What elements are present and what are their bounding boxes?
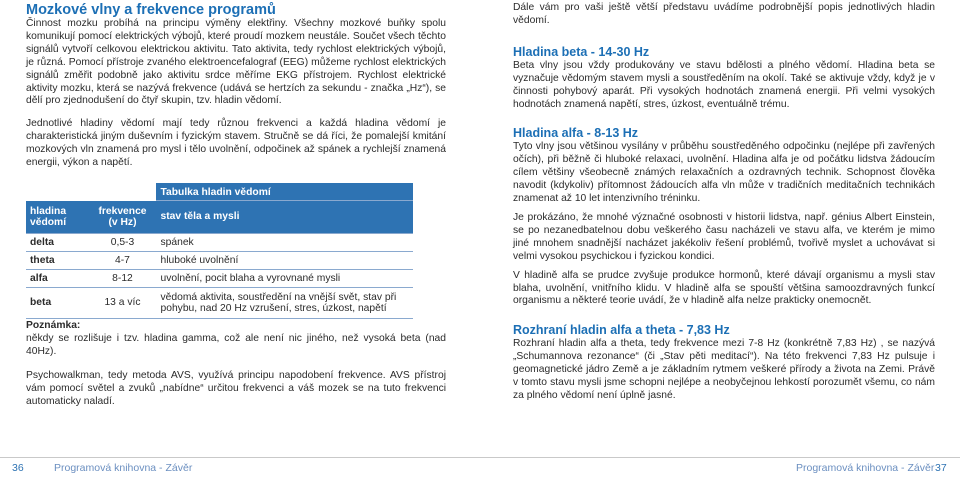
alfa-text-1: Tyto vlny jsou většinou vysílány v průběhu soustředěného odpočinku (nejlépe při zavřených očích), při běžně či hluboké relaxaci, uvolnění. Hladina alfa je od počátku lidstva žádoucím cílem většiny všeobecně známých relaxačních a ozdravných technik. Schopnost člověka navodit (kdykoliv) přítomnost žádoucích alfa vln může v tradičních meditačních technikách znamenat až 10 let intenzivního tréninku. [513, 141, 935, 205]
table-header-row [26, 201, 413, 234]
table-caption: Tabulka hladin vědomí [156, 183, 413, 201]
avs-paragraph: Psychowalkman, tedy metoda AVS, využívá principu napodobení frekvence. AVS přístroj vám pomocí světel a zvuků „nabídne“ určitou frekvenci a váš mozek se na tuto frekvenci automaticky naladí. [26, 369, 446, 407]
table-row [26, 269, 413, 287]
header-frequency: frekvence (v Hz) [88, 201, 156, 234]
intro-paragraph: Činnost mozku probíhá na principu výměny elektřiny. Všechny mozkové buňky spolu komunikují pomocí elektrických výbojů, které proudí mozkem neustále. Součet všech těchto signálů vytvoří celkovou elektrickou aktivitu. Tato aktivita, tedy rychlost elektrických výbojů, je různá. Pomocí přístroje zvaného elektroencefalograf (EEG) můžeme rychlost elektrických signálů změřit podobně jako aktivitu srdce měříme EKG přístrojem. Rychlost elektrické aktivity mozku, která se nazývá frekvence (udává se hertzích za sekundu - značka „Hz“), se dělí pro zjednodušení do čtyř skupin, tzv. hladin vědomí. [26, 18, 446, 107]
footer-title-right: Programová knihovna - Závěr [796, 462, 935, 474]
header-level: hladina vědomí [26, 201, 88, 234]
beta-text: Beta vlny jsou vždy produkovány ve stavu bdělosti a plného vědomí. Hladina beta se vyznačuje vědomým stavem mysli a soustředěním na okolí. Také se aktivuje vždy, když je v činnosti pohybový aparát. Při vysokých hodnotách znamená energii. Při velmi vysokých hodnotách znamená napětí, stres, úzkost, eventuálně trému. [513, 59, 935, 110]
levels-paragraph: Jednotlivé hladiny vědomí mají tedy různou frekvenci a každá hladina vědomí je charakteristická jiným duševním i fyzickým stavem. Stručně se dá říci, že pomalejší kmitání mozkových vln znamená pro mysl i tělo uvolnění, odpočinek až spánek a rychlejší znamená energii, výkon a napětí. [26, 118, 446, 169]
row-state: spánek [156, 233, 413, 251]
row-state: hluboké uvolnění [156, 251, 413, 269]
row-state: uvolnění, pocit blaha a vyrovnané mysli [156, 269, 413, 287]
row-level: alfa [26, 269, 88, 287]
row-frequency: 8-12 [88, 269, 156, 287]
header-state: stav těla a mysli [156, 201, 413, 234]
row-frequency: 0,5-3 [88, 233, 156, 251]
note-text: někdy se rozlišuje i tzv. hladina gamma, což ale není nic jiného, než vysoká beta (nad 40Hz). [26, 332, 446, 357]
footer-title-left: Programová knihovna - Závěr [54, 462, 193, 474]
table-row [26, 233, 413, 251]
left-column [26, 0, 446, 170]
right-intro: Dále vám pro vaši ještě větší představu uvádíme podrobnější popis jednotlivých hladin vědomí. [513, 2, 935, 26]
row-level: beta [26, 287, 88, 318]
left-bottom [26, 320, 446, 408]
beta-heading: Hladina beta - 14-30 Hz [513, 44, 650, 59]
page-number-left: 36 [12, 462, 24, 474]
page-number-right: 37 [935, 462, 947, 474]
table-caption-row [26, 183, 413, 201]
row-state: vědomá aktivita, soustředění na vnější svět, stav při pohybu, nad 20 Hz vzrušení, stres, úzkost, napětí [156, 287, 413, 318]
alfa-text-2: Je prokázáno, že mnohé význačné osobnosti v historii lidstva, např. génius Albert Einstein, se po nezanedbatelnou dobu veškerého času nacházeli ve stavu alfa, ve kterém je mimo jiné mnohem snadnější nacházet jakékoliv řešení problémů, tvořivě myslet a uchovávat si velmi vysokou psychickou i fyzickou kondici. [513, 211, 935, 262]
schumann-text: Rozhraní hladin alfa a theta, tedy frekvence mezi 7-8 Hz (konkrétně 7,83 Hz) , se nazývá „Schumannova rezonance“ (či „Stav pěti meditací“). Na této frekvenci 7,83 Hz pulsuje i geomagnetické jádro Země a je základním rytmem veškeré přírody a života na Zemi. Právě v tomto stavu mysli jsme schopni nejlépe a neobyčejnou lehkostí porozumět všemu, co nám za plného vědomí není úplně jasné. [513, 338, 935, 401]
row-frequency: 13 a víc [88, 287, 156, 318]
right-column [513, 0, 935, 403]
row-level: delta [26, 233, 88, 251]
table-row [26, 251, 413, 269]
table-row [26, 287, 413, 318]
alfa-text-3: V hladině alfa se prudce zvyšuje produkce hormonů, které dávají organismu a mysli stav blaha, uvolnění, vnitřního klidu. V hladině alfa se spouští většina samoozdravných funkcí organismu a některé teorie uvádí, že v hladině alfa nelze prakticky onemocnět. [513, 269, 935, 307]
note-label: Poznámka: [26, 320, 81, 331]
alfa-heading: Hladina alfa - 8-13 Hz [513, 126, 639, 141]
levels-table [26, 183, 413, 319]
row-level: theta [26, 251, 88, 269]
schumann-heading: Rozhraní hladin alfa a theta - 7,83 Hz [513, 323, 730, 338]
page-title: Mozkové vlny a frekvence programů [26, 2, 276, 18]
row-frequency: 4-7 [88, 251, 156, 269]
